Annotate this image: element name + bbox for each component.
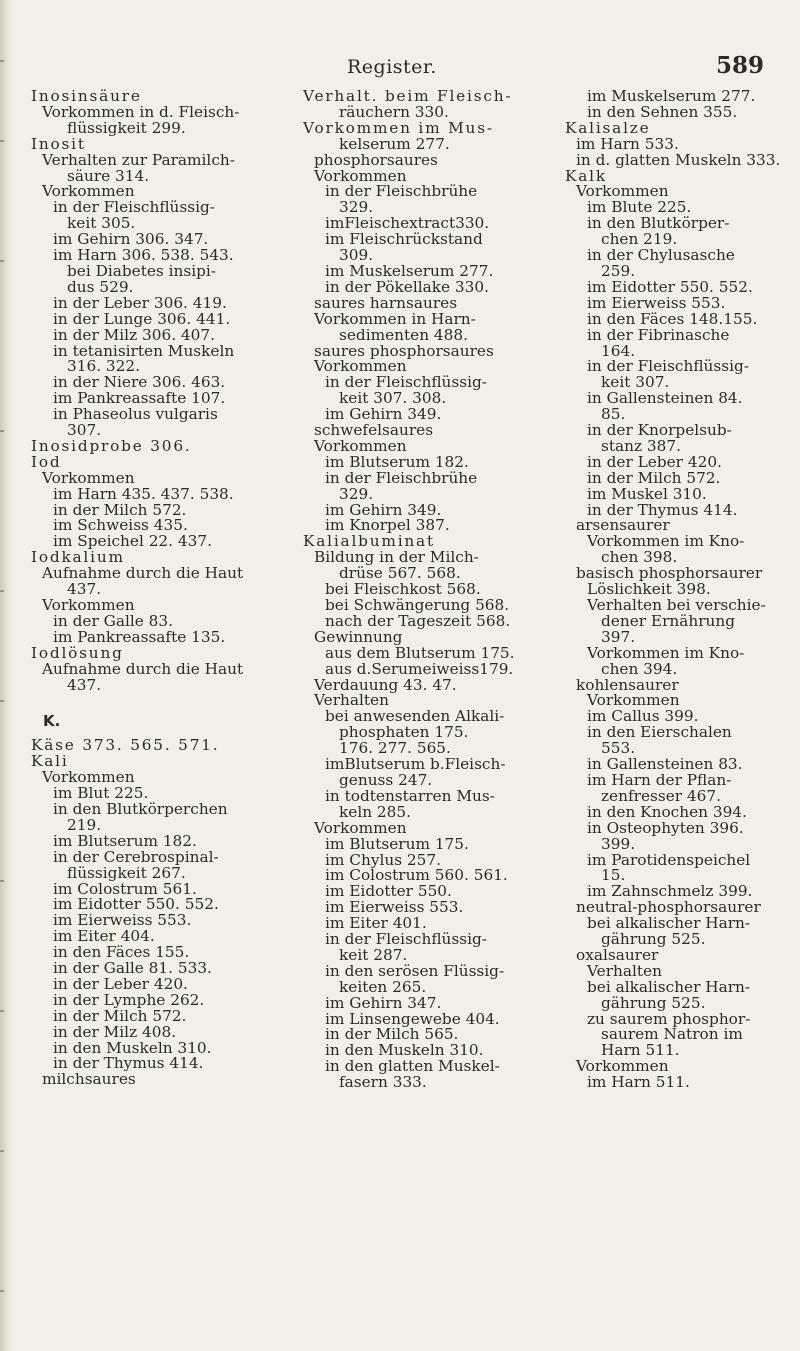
index-line: im Fleischrückstand: [325, 230, 483, 249]
index-line: in den Blutkörper-: [587, 214, 730, 233]
index-line: 259.: [601, 261, 636, 280]
index-line: genuss 247.: [339, 770, 433, 789]
index-headword: Inosit: [31, 134, 86, 153]
index-line: in den Fäces 148.155.: [587, 309, 758, 328]
index-line: in der Milch 565.: [325, 1025, 459, 1044]
index-line: in der Milch 572.: [53, 500, 187, 519]
index-line: 397.: [601, 627, 636, 646]
index-line: in Phaseolus vulgaris: [53, 405, 218, 424]
index-line: im Pankreassafte 107.: [53, 389, 226, 408]
index-line: in tetanisirten Muskeln: [53, 341, 235, 360]
index-line: bei Fleischkost 568.: [325, 580, 481, 599]
index-line: Löslichkeit 398.: [587, 580, 711, 599]
index-line: flüssigkeit 267.: [67, 863, 186, 882]
index-line: bei anwesenden Alkali-: [325, 707, 505, 726]
index-line: 85.: [601, 405, 626, 424]
index-line: im Linsengewebe 404.: [325, 1009, 500, 1028]
index-line: im Harn 435. 437. 538.: [53, 484, 234, 503]
index-line: bei alkalischer Harn-: [587, 914, 751, 933]
index-line: neutral-phosphorsaurer: [576, 898, 761, 917]
index-line: 164.: [601, 341, 636, 360]
index-line: Gewinnung: [314, 627, 403, 646]
index-headword: Kalk: [565, 166, 607, 185]
index-line: Verhalten bei verschie-: [587, 596, 766, 614]
index-line: 219.: [67, 815, 102, 834]
index-line: im Zahnschmelz 399.: [587, 882, 753, 901]
index-headword: Kalisalze: [565, 118, 651, 137]
index-line: im Gehirn 349.: [325, 405, 442, 424]
index-line: im Muskel 310.: [587, 484, 707, 503]
index-line: im Blutserum 175.: [325, 834, 469, 853]
page-gutter: [0, 0, 12, 1351]
index-headword: Iod: [31, 452, 62, 471]
index-line: in den Blutkörperchen: [53, 799, 228, 818]
index-line: im Muskelserum 277.: [587, 87, 756, 105]
index-line: bei Diabetes insipi-: [67, 261, 216, 280]
index-line: 553.: [601, 739, 636, 758]
index-line: chen 398.: [601, 548, 678, 567]
index-line: in den glatten Muskel-: [325, 1057, 500, 1076]
index-line: phosphaten 175.: [339, 723, 469, 742]
index-line: in der Thymus 414.: [587, 500, 738, 519]
index-line: Vorkommen: [42, 596, 135, 614]
index-line: im Parotidenspeichel: [587, 850, 751, 869]
index-line: im Chylus 257.: [325, 850, 441, 869]
index-line: in der Galle 81. 533.: [53, 959, 212, 978]
index-line: keit 307. 308.: [339, 389, 447, 408]
index-line: saurem Natron im: [601, 1025, 743, 1044]
index-line: 309.: [339, 246, 374, 265]
index-line: Vorkommen: [314, 357, 407, 376]
index-line: dus 529.: [67, 277, 134, 296]
index-headword: Verhalt. beim Fleisch-: [303, 87, 513, 105]
index-line: im Harn 533.: [576, 134, 679, 153]
index-line: Aufnahme durch die Haut: [42, 564, 244, 583]
index-line: keiten 265.: [339, 977, 427, 996]
index-line: in der Milz 306. 407.: [53, 325, 215, 344]
index-line: arsensaurer: [576, 516, 670, 535]
section-letter: K.: [43, 712, 61, 731]
index-line: in der Leber 420.: [587, 452, 722, 471]
index-line: im Muskelserum 277.: [325, 261, 494, 280]
index-line: in der Lunge 306. 441.: [53, 309, 231, 328]
index-line: in Gallensteinen 83.: [587, 755, 743, 774]
index-line: drüse 567. 568.: [339, 564, 461, 583]
index-line: in der Galle 83.: [53, 611, 173, 630]
index-line: im Eierweiss 553.: [53, 911, 192, 930]
index-line: Bildung in der Milch-: [314, 548, 479, 567]
index-line: in d. glatten Muskeln 333.: [576, 150, 781, 169]
index-line: keit 305.: [67, 214, 136, 233]
index-line: Vorkommen: [587, 691, 680, 710]
index-line: in der Fleischbrühe: [325, 468, 478, 487]
index-line: in der Lymphe 262.: [53, 990, 205, 1009]
index-line: Verhalten zur Paramilch-: [42, 150, 235, 169]
index-line: im Schweiss 435.: [53, 516, 188, 535]
index-line: in Gallensteinen 84.: [587, 389, 743, 408]
index-line: im Harn der Pflan-: [587, 770, 732, 789]
index-line: 437.: [67, 675, 102, 694]
index-line: Vorkommen: [314, 818, 407, 837]
index-line: im Blute 225.: [587, 198, 692, 217]
index-line: Vorkommen: [42, 182, 135, 201]
index-line: imBlutserum b.Fleisch-: [325, 755, 506, 774]
index-line: aus d.Serumeiweiss179.: [325, 659, 514, 678]
page-number: 589: [716, 52, 765, 79]
index-line: im Eidotter 550. 552.: [53, 895, 219, 914]
index-line: sedimenten 488.: [339, 325, 468, 344]
index-line: aus dem Blutserum 175.: [325, 643, 515, 662]
index-line: bei Schwängerung 568.: [325, 596, 510, 614]
index-line: im Harn 511.: [587, 1073, 690, 1092]
index-headword: Kali: [31, 752, 69, 771]
index-line: in der Cerebrospinal-: [53, 847, 219, 866]
index-line: in den Knochen 394.: [587, 802, 747, 821]
index-line: im Harn 306. 538. 543.: [53, 246, 234, 265]
index-headword: Iodkalium: [31, 548, 125, 567]
index-line: in der Pökellake 330.: [325, 277, 489, 296]
index-line: saures harnsaures: [314, 293, 458, 312]
index-line: im Eidotter 550.: [325, 882, 452, 901]
index-line: Verdauung 43. 47.: [314, 675, 457, 694]
index-line: im Blutserum 182.: [325, 452, 469, 471]
index-line: phosphorsaures: [314, 150, 438, 169]
index-line: in der Chylusasche: [587, 246, 735, 265]
index-line: im Callus 399.: [587, 707, 699, 726]
index-line: in der Fleischflüssig-: [587, 357, 749, 376]
index-line: Vorkommen: [576, 1057, 669, 1076]
index-line: imFleischextract330.: [325, 214, 490, 233]
index-line: kohlensaurer: [576, 675, 679, 694]
index-line: in der Fleischbrühe: [325, 182, 478, 201]
index-line: chen 394.: [601, 659, 678, 678]
index-line: Vorkommen in Harn-: [314, 309, 476, 328]
index-line: im Eiter 401.: [325, 914, 427, 933]
index-line: 15.: [601, 866, 626, 885]
index-headword: Inosinsäure: [31, 87, 142, 105]
index-line: Aufnahme durch die Haut: [42, 659, 244, 678]
index-line: im Eidotter 550. 552.: [587, 277, 753, 296]
index-line: 399.: [601, 834, 636, 853]
index-line: in Osteophyten 396.: [587, 818, 744, 837]
index-column-2: [303, 89, 548, 1091]
index-line: keit 287.: [339, 945, 408, 964]
index-line: im Eierweiss 553.: [587, 293, 726, 312]
index-line: bei alkalischer Harn-: [587, 977, 751, 996]
index-column-3: [565, 89, 790, 1091]
index-line: 329.: [339, 484, 374, 503]
index-line: stanz 387.: [601, 436, 681, 455]
index-line: 329.: [339, 198, 374, 217]
index-line: gährung 525.: [601, 930, 706, 949]
index-line: milchsaures: [42, 1070, 136, 1089]
index-line: in der Fleischflüssig-: [325, 373, 487, 392]
index-line: 437.: [67, 580, 102, 599]
index-line: basisch phosphorsaurer: [576, 564, 763, 583]
index-line: dener Ernährung: [601, 611, 736, 630]
index-line: räuchern 330.: [339, 102, 449, 121]
index-line: in der Knorpelsub-: [587, 421, 732, 440]
index-line: im Colostrum 561.: [53, 879, 197, 898]
index-line: im Gehirn 349.: [325, 500, 442, 519]
index-line: in der Leber 306. 419.: [53, 293, 227, 312]
index-line: in der Milz 408.: [53, 1022, 177, 1041]
index-line: 307.: [67, 421, 102, 440]
index-line: 316. 322.: [67, 357, 140, 376]
index-line: in der Leber 420.: [53, 974, 188, 993]
index-line: in der Milch 572.: [53, 1006, 187, 1025]
index-line: oxalsaurer: [576, 945, 659, 964]
index-line: in der Niere 306. 463.: [53, 373, 226, 392]
index-line: 176. 277. 565.: [339, 739, 451, 758]
index-line: zu saurem phosphor-: [587, 1009, 751, 1028]
index-line: Harn 511.: [601, 1041, 680, 1060]
running-head: Register.: [347, 56, 437, 78]
index-line: im Eiter 404.: [53, 927, 155, 946]
index-line: im Gehirn 306. 347.: [53, 230, 209, 249]
index-line: im Blutserum 182.: [53, 831, 197, 850]
index-line: chen 219.: [601, 230, 678, 249]
index-line: im Colostrum 560. 561.: [325, 866, 508, 885]
index-line: keln 285.: [339, 802, 411, 821]
index-line: in den Muskeln 310.: [325, 1041, 484, 1060]
index-headword: Inosidprobe 306.: [31, 436, 192, 455]
index-line: in der Fleischflüssig-: [53, 198, 215, 217]
index-line: zenfresser 467.: [601, 786, 721, 805]
index-line: in den Sehnen 355.: [587, 102, 738, 121]
index-line: Vorkommen im Kno-: [587, 643, 745, 662]
index-line: im Blut 225.: [53, 784, 149, 803]
index-line: Vorkommen: [314, 436, 407, 455]
index-line: in der Thymus 414.: [53, 1054, 204, 1073]
index-column-1: [31, 89, 286, 1088]
index-line: in todtenstarren Mus-: [325, 786, 495, 805]
index-line: im Knorpel 387.: [325, 516, 450, 535]
index-line: Vorkommen in d. Fleisch-: [42, 102, 240, 121]
page-header: [0, 52, 800, 82]
index-line: kelserum 277.: [339, 134, 450, 153]
index-line: Vorkommen: [42, 468, 135, 487]
index-line: im Speichel 22. 437.: [53, 532, 212, 551]
index-line: keit 307.: [601, 373, 670, 392]
index-line: säure 314.: [67, 166, 150, 185]
index-line: im Gehirn 347.: [325, 993, 442, 1012]
index-line: schwefelsaures: [314, 421, 434, 440]
index-headword: Vorkommen im Mus-: [303, 118, 494, 137]
index-headword: Kalialbuminat: [303, 532, 435, 551]
index-line: Verhalten: [314, 691, 389, 710]
index-line: in den Fäces 155.: [53, 943, 190, 962]
index-line: Vorkommen: [576, 182, 669, 201]
index-line: fasern 333.: [339, 1073, 427, 1092]
index-line: Vorkommen: [42, 768, 135, 787]
index-line: flüssigkeit 299.: [67, 118, 186, 137]
index-line: in den Muskeln 310.: [53, 1038, 212, 1057]
index-line: in der Fibrinasche: [587, 325, 730, 344]
index-line: in der Milch 572.: [587, 468, 721, 487]
index-line: im Eierweiss 553.: [325, 898, 464, 917]
index-headword: Käse 373. 565. 571.: [31, 736, 220, 755]
index-line: in den serösen Flüssig-: [325, 961, 505, 980]
index-line: im Pankreassafte 135.: [53, 627, 226, 646]
index-line: gährung 525.: [601, 993, 706, 1012]
index-headword: Iodlösung: [31, 643, 124, 662]
index-line: Vorkommen: [314, 166, 407, 185]
index-line: Vorkommen im Kno-: [587, 532, 745, 551]
index-line: in den Eierschalen: [587, 723, 732, 742]
index-line: nach der Tageszeit 568.: [325, 611, 511, 630]
index-line: in der Fleischflüssig-: [325, 930, 487, 949]
index-line: Verhalten: [587, 961, 662, 980]
index-line: saures phosphorsaures: [314, 341, 494, 360]
